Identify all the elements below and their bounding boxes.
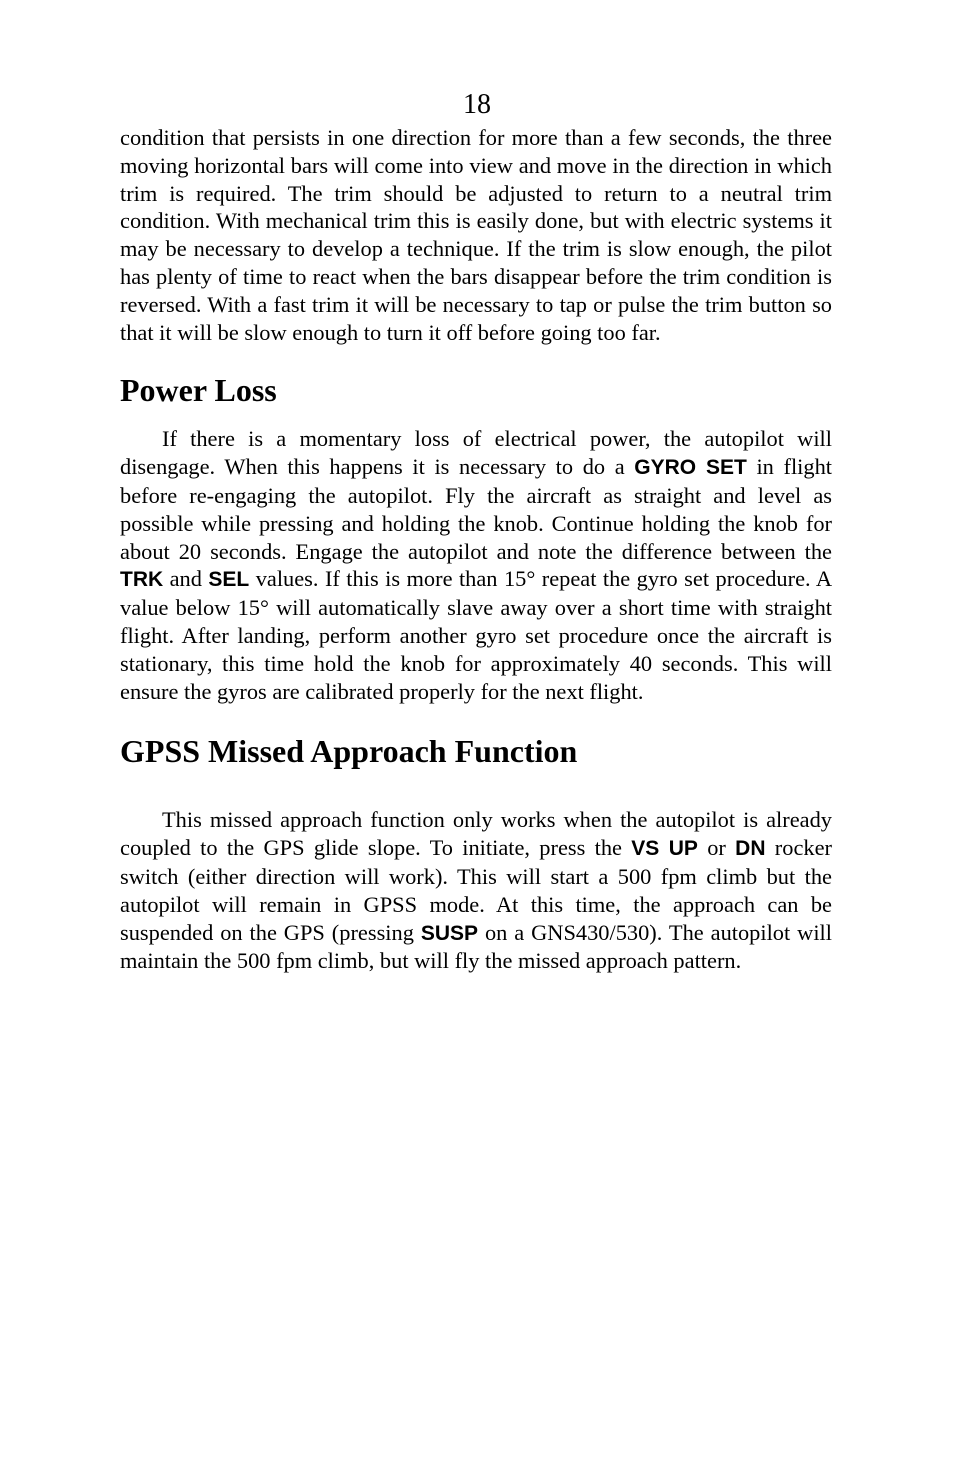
gpss-text-2: or <box>697 835 736 861</box>
vs-up-keyword: VS UP <box>631 837 698 861</box>
power-loss-text-1: If there is a momentary loss of electrical power, the autopilot will disengage. When this happens it is necessary to do a <box>120 426 832 480</box>
page-number: 18 <box>463 89 491 120</box>
gpss-text-3: rocker switch (either direction will work). This will start a 500 fpm climb but the autopilot will remain in GPSS mode. At this time, the approach can be suspended on the GPS (pressing <box>120 835 832 945</box>
power-loss-heading: Power Loss <box>120 372 277 409</box>
sel-keyword: SEL <box>208 568 250 592</box>
intro-paragraph: condition that persists in one direction for more than a few seconds, the three moving horizontal bars will come into view and move in the direction in which trim is required. The trim should be adjusted to return to a neutral trim condition. With mechanical trim this is easily done, but with electric systems it may be necessary to develop a technique. If the trim is slow enough, the pilot has plenty of time to react when the bars disappear before the trim condition is reversed. With a fast trim it will be necessary to tap or pulse the trim button so that it will be slow enough to turn it off before going too far. <box>120 125 832 345</box>
susp-keyword: SUSP <box>420 921 479 945</box>
power-loss-paragraph <box>120 425 832 705</box>
gpss-heading: GPSS Missed Approach Function <box>120 733 578 770</box>
gpss-paragraph <box>120 806 832 975</box>
trk-keyword: TRK <box>120 568 164 592</box>
gpss-text-1: This missed approach function only works when the autopilot is already coupled to the GPS glide slope. To initiate, press the <box>120 807 832 861</box>
power-loss-text-3: and <box>163 566 209 592</box>
dn-keyword: DN <box>735 837 766 861</box>
power-loss-text-4: values. If this is more than 15° repeat the gyro set procedure. A value below 15° will automatically slave away over a short time with straight flight. After landing, perform another gyro set procedure once the aircraft is stationary, this time hold the knob for approximately 40 seconds. This will ensure the gyros are calibrated properly for the next flight. <box>120 566 832 704</box>
gpss-text-4: on a GNS430/530). The autopilot will maintain the 500 fpm climb, but will fly the missed approach pattern. <box>120 919 832 974</box>
power-loss-text-2: in flight before re-engaging the autopilot. Fly the aircraft as straight and level as possible while pressing and holding the knob. Continue holding the knob for about 20 seconds. Engage the autopilot and note the difference between the <box>120 454 832 564</box>
page-content <box>120 124 832 975</box>
gyro-set-keyword: GYRO SET <box>634 456 747 480</box>
